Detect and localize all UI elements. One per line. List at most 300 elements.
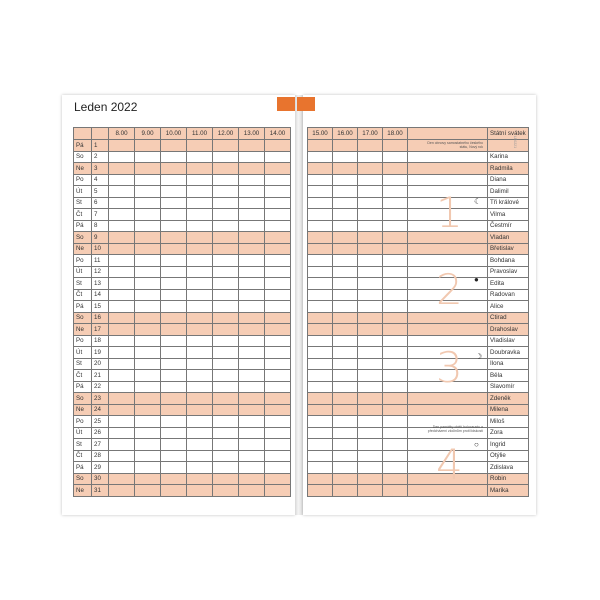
slot-cell [308, 278, 333, 290]
slot-cell [383, 324, 408, 336]
blank-cell [74, 128, 92, 140]
slot-cell [308, 209, 333, 221]
slot-cell [161, 174, 187, 186]
slot-cell [161, 163, 187, 175]
slot-cell [265, 278, 291, 290]
slot-cell [358, 186, 383, 198]
slot-cell [109, 462, 135, 474]
slot-cell [213, 289, 239, 301]
slot-cell [213, 370, 239, 382]
month-title: Leden 2022 [74, 100, 138, 114]
slot-cell [187, 347, 213, 359]
day-row [308, 439, 529, 451]
bookmark-tab-right [297, 97, 315, 111]
day-row [74, 450, 291, 462]
day-number-cell: 18 [92, 335, 109, 347]
slot-cell [187, 186, 213, 198]
slot-cell [358, 220, 383, 232]
slot-cell [265, 324, 291, 336]
slot-cell [135, 324, 161, 336]
day-row [308, 278, 529, 290]
day-row [74, 232, 291, 244]
slot-cell [265, 381, 291, 393]
day-number-cell: 2 [92, 151, 109, 163]
slot-cell [239, 301, 265, 313]
day-row [308, 324, 529, 336]
slot-cell [135, 186, 161, 198]
slot-cell [358, 266, 383, 278]
slot-cell [109, 301, 135, 313]
day-number-cell: 20 [92, 358, 109, 370]
slot-cell [213, 450, 239, 462]
day-number-cell: 28 [92, 450, 109, 462]
slot-cell [265, 220, 291, 232]
slot-cell [383, 462, 408, 474]
nameday-cell: Alice [488, 301, 529, 313]
slot-cell [358, 450, 383, 462]
slot-cell [109, 209, 135, 221]
day-number-cell: 22 [92, 381, 109, 393]
slot-cell [135, 473, 161, 485]
slot-cell [213, 416, 239, 428]
nameday-cell: Ctirad [488, 312, 529, 324]
slot-cell [161, 278, 187, 290]
nameday-cell: Ingrid [488, 439, 529, 451]
slot-cell [333, 439, 358, 451]
day-row [74, 427, 291, 439]
slot-cell [239, 416, 265, 428]
day-name-cell: Ne [74, 485, 92, 497]
slot-cell [135, 197, 161, 209]
slot-cell [358, 427, 383, 439]
left-schedule-table [73, 127, 291, 497]
day-27-note: Den památky obětí holocaustu a předcházení zločinům proti lidskosti [427, 425, 483, 433]
slot-cell [265, 404, 291, 416]
slot-cell [308, 427, 333, 439]
nameday-cell: Vladislav [488, 335, 529, 347]
day-number-cell: 21 [92, 370, 109, 382]
hour-header: 13.00 [239, 128, 265, 140]
slot-cell [109, 163, 135, 175]
slot-cell [308, 232, 333, 244]
slot-cell [265, 209, 291, 221]
slot-cell [265, 439, 291, 451]
slot-cell [187, 335, 213, 347]
slot-cell [187, 393, 213, 405]
slot-cell [135, 255, 161, 267]
nameday-cell: Milena [488, 404, 529, 416]
slot-cell [308, 324, 333, 336]
full-moon-icon: ○ [474, 440, 479, 449]
slot-cell [109, 416, 135, 428]
slot-cell [161, 312, 187, 324]
slot-cell [358, 335, 383, 347]
hour-header: 12.00 [213, 128, 239, 140]
slot-cell [135, 416, 161, 428]
slot-cell [161, 151, 187, 163]
day-number-cell: 9 [92, 232, 109, 244]
slot-cell [135, 381, 161, 393]
day-row [74, 197, 291, 209]
nameday-cell: Miloš [488, 416, 529, 428]
slot-cell [161, 404, 187, 416]
day-name-cell: Čt [74, 209, 92, 221]
slot-cell [383, 485, 408, 497]
day-name-cell: So [74, 473, 92, 485]
slot-cell [358, 347, 383, 359]
slot-cell [239, 358, 265, 370]
day-name-cell: Po [74, 174, 92, 186]
slot-cell [383, 358, 408, 370]
slot-cell [239, 370, 265, 382]
slot-cell [135, 278, 161, 290]
nameday-cell: Radmila [488, 163, 529, 175]
day-name-cell: Pá [74, 220, 92, 232]
slot-cell [265, 335, 291, 347]
day-name-cell: Ne [74, 404, 92, 416]
slot-cell [333, 163, 358, 175]
slot-cell [358, 151, 383, 163]
slot-cell [239, 335, 265, 347]
day-row [308, 393, 529, 405]
slot-cell [265, 243, 291, 255]
slot-cell [239, 151, 265, 163]
hour-header: 14.00 [265, 128, 291, 140]
slot-cell [109, 186, 135, 198]
slot-cell [161, 209, 187, 221]
slot-cell [358, 232, 383, 244]
hour-header: 18.00 [383, 128, 408, 140]
slot-cell [135, 358, 161, 370]
hour-header: 17.00 [358, 128, 383, 140]
slot-cell [333, 243, 358, 255]
slot-cell [135, 232, 161, 244]
nameday-cell: Vladan [488, 232, 529, 244]
slot-cell [333, 301, 358, 313]
slot-cell [109, 381, 135, 393]
slot-cell [308, 485, 333, 497]
slot-cell [161, 232, 187, 244]
slot-cell [383, 404, 408, 416]
binding-gutter [295, 95, 303, 515]
day-name-cell: Ne [74, 243, 92, 255]
slot-cell [213, 358, 239, 370]
nameday-cell [488, 140, 529, 152]
slot-cell [308, 174, 333, 186]
slot-cell [308, 255, 333, 267]
hour-header: 15.00 [308, 128, 333, 140]
hour-header: 11.00 [187, 128, 213, 140]
slot-cell [213, 163, 239, 175]
nameday-cell: Dalimil [488, 186, 529, 198]
slot-cell [239, 347, 265, 359]
slot-cell [161, 473, 187, 485]
slot-cell [333, 140, 358, 152]
day-row [74, 416, 291, 428]
day-name-cell: Pá [74, 381, 92, 393]
slot-cell [333, 266, 358, 278]
slot-cell [308, 404, 333, 416]
day-name-cell: Ne [74, 324, 92, 336]
slot-cell [383, 370, 408, 382]
slot-cell [333, 151, 358, 163]
slot-cell [308, 358, 333, 370]
day-row [74, 312, 291, 324]
slot-cell [358, 485, 383, 497]
slot-cell [358, 404, 383, 416]
slot-cell [308, 220, 333, 232]
slot-cell [333, 209, 358, 221]
slot-cell [187, 404, 213, 416]
slot-cell [109, 485, 135, 497]
note-cell [408, 324, 488, 336]
day-row [74, 404, 291, 416]
slot-cell [109, 324, 135, 336]
slot-cell [308, 370, 333, 382]
slot-cell [213, 301, 239, 313]
slot-cell [308, 335, 333, 347]
day-number-cell: 29 [92, 462, 109, 474]
slot-cell [213, 278, 239, 290]
day-row [308, 301, 529, 313]
day-number-cell: 14 [92, 289, 109, 301]
slot-cell [358, 370, 383, 382]
slot-cell [239, 381, 265, 393]
slot-cell [333, 347, 358, 359]
nameday-cell: Čestmír [488, 220, 529, 232]
slot-cell [187, 151, 213, 163]
slot-cell [358, 312, 383, 324]
day-number-cell: 17 [92, 324, 109, 336]
nameday-cell: Břetislav [488, 243, 529, 255]
day-number-cell: 1 [92, 140, 109, 152]
day-row [308, 404, 529, 416]
day-row [74, 186, 291, 198]
slot-cell [358, 174, 383, 186]
slot-cell [161, 266, 187, 278]
slot-cell [109, 404, 135, 416]
slot-cell [161, 197, 187, 209]
slot-cell [187, 427, 213, 439]
slot-cell [383, 255, 408, 267]
blank-cell [408, 128, 488, 140]
slot-cell [109, 347, 135, 359]
day-row [308, 370, 529, 382]
slot-cell [265, 370, 291, 382]
slot-cell [135, 450, 161, 462]
slot-cell [161, 427, 187, 439]
slot-cell [333, 358, 358, 370]
day-name-cell: St [74, 358, 92, 370]
slot-cell [213, 393, 239, 405]
slot-cell [109, 450, 135, 462]
day-name-cell: St [74, 439, 92, 451]
right-header-row [308, 128, 529, 140]
day-row [308, 485, 529, 497]
slot-cell [109, 439, 135, 451]
slot-cell [265, 393, 291, 405]
slot-cell [383, 151, 408, 163]
slot-cell [109, 197, 135, 209]
slot-cell [187, 324, 213, 336]
slot-cell [358, 393, 383, 405]
slot-cell [239, 278, 265, 290]
slot-cell [213, 174, 239, 186]
slot-cell [213, 312, 239, 324]
slot-cell [308, 186, 333, 198]
slot-cell [308, 393, 333, 405]
slot-cell [135, 347, 161, 359]
slot-cell [265, 485, 291, 497]
day-number-cell: 3 [92, 163, 109, 175]
slot-cell [213, 324, 239, 336]
slot-cell [333, 186, 358, 198]
nameday-cell: Zora [488, 427, 529, 439]
slot-cell [358, 243, 383, 255]
slot-cell [383, 301, 408, 313]
day-name-cell: So [74, 151, 92, 163]
day-number-cell: 8 [92, 220, 109, 232]
slot-cell [213, 473, 239, 485]
slot-cell [308, 381, 333, 393]
slot-cell [187, 243, 213, 255]
slot-cell [109, 427, 135, 439]
slot-cell [135, 243, 161, 255]
slot-cell [239, 197, 265, 209]
slot-cell [135, 220, 161, 232]
slot-cell [109, 393, 135, 405]
day-row [308, 220, 529, 232]
slot-cell [358, 301, 383, 313]
nameday-cell: Drahoslav [488, 324, 529, 336]
week-number-4: 4 [436, 440, 463, 489]
slot-cell [333, 462, 358, 474]
slot-cell [308, 473, 333, 485]
slot-cell [358, 358, 383, 370]
slot-cell [213, 404, 239, 416]
slot-cell [308, 450, 333, 462]
slot-cell [187, 439, 213, 451]
slot-cell [333, 450, 358, 462]
day-row [74, 278, 291, 290]
slot-cell [239, 312, 265, 324]
slot-cell [383, 186, 408, 198]
day-row [74, 174, 291, 186]
day-row [308, 462, 529, 474]
day-row [308, 335, 529, 347]
slot-cell [333, 485, 358, 497]
slot-cell [213, 186, 239, 198]
slot-cell [265, 197, 291, 209]
slot-cell [358, 462, 383, 474]
slot-cell [135, 404, 161, 416]
slot-cell [135, 209, 161, 221]
slot-cell [135, 335, 161, 347]
slot-cell [239, 473, 265, 485]
slot-cell [109, 140, 135, 152]
slot-cell [213, 255, 239, 267]
note-cell [408, 393, 488, 405]
week-number-3: 3 [436, 343, 463, 392]
slot-cell [265, 289, 291, 301]
day-row [308, 209, 529, 221]
day-row [308, 140, 529, 152]
slot-cell [135, 462, 161, 474]
day-name-cell: Út [74, 427, 92, 439]
day-number-cell: 24 [92, 404, 109, 416]
day-number-cell: 6 [92, 197, 109, 209]
slot-cell [333, 324, 358, 336]
slot-cell [383, 278, 408, 290]
slot-cell [333, 393, 358, 405]
nameday-cell: Bohdana [488, 255, 529, 267]
day-name-cell: Čt [74, 370, 92, 382]
day-row [74, 370, 291, 382]
slot-cell [239, 163, 265, 175]
slot-cell [187, 301, 213, 313]
slot-cell [187, 266, 213, 278]
right-schedule-table [307, 127, 529, 497]
nameday-cell: Ilona [488, 358, 529, 370]
slot-cell [161, 289, 187, 301]
hour-header: 16.00 [333, 128, 358, 140]
day-name-cell: Po [74, 416, 92, 428]
slot-cell [161, 416, 187, 428]
slot-cell [187, 312, 213, 324]
slot-cell [308, 312, 333, 324]
day-name-cell: So [74, 232, 92, 244]
slot-cell [383, 243, 408, 255]
day-name-cell: Út [74, 266, 92, 278]
slot-cell [333, 174, 358, 186]
day-number-cell: 13 [92, 278, 109, 290]
slot-cell [161, 301, 187, 313]
day-row [308, 174, 529, 186]
slot-cell [265, 347, 291, 359]
slot-cell [265, 473, 291, 485]
slot-cell [265, 301, 291, 313]
slot-cell [265, 358, 291, 370]
slot-cell [358, 289, 383, 301]
slot-cell [383, 209, 408, 221]
day-name-cell: Čt [74, 450, 92, 462]
day-row [308, 289, 529, 301]
day-number-cell: 10 [92, 243, 109, 255]
nameday-cell: Radovan [488, 289, 529, 301]
nameday-cell: Doubravka [488, 347, 529, 359]
slot-cell [333, 255, 358, 267]
slot-cell [265, 140, 291, 152]
day-number-cell: 19 [92, 347, 109, 359]
day-number-cell: 26 [92, 427, 109, 439]
slot-cell [358, 278, 383, 290]
slot-cell [109, 220, 135, 232]
slot-cell [135, 174, 161, 186]
day-row [74, 393, 291, 405]
slot-cell [161, 324, 187, 336]
slot-cell [383, 220, 408, 232]
slot-cell [239, 266, 265, 278]
slot-cell [135, 140, 161, 152]
slot-cell [187, 209, 213, 221]
slot-cell [109, 266, 135, 278]
note-cell [408, 404, 488, 416]
slot-cell [265, 266, 291, 278]
slot-cell [187, 450, 213, 462]
slot-cell [135, 163, 161, 175]
slot-cell [161, 381, 187, 393]
slot-cell [161, 358, 187, 370]
